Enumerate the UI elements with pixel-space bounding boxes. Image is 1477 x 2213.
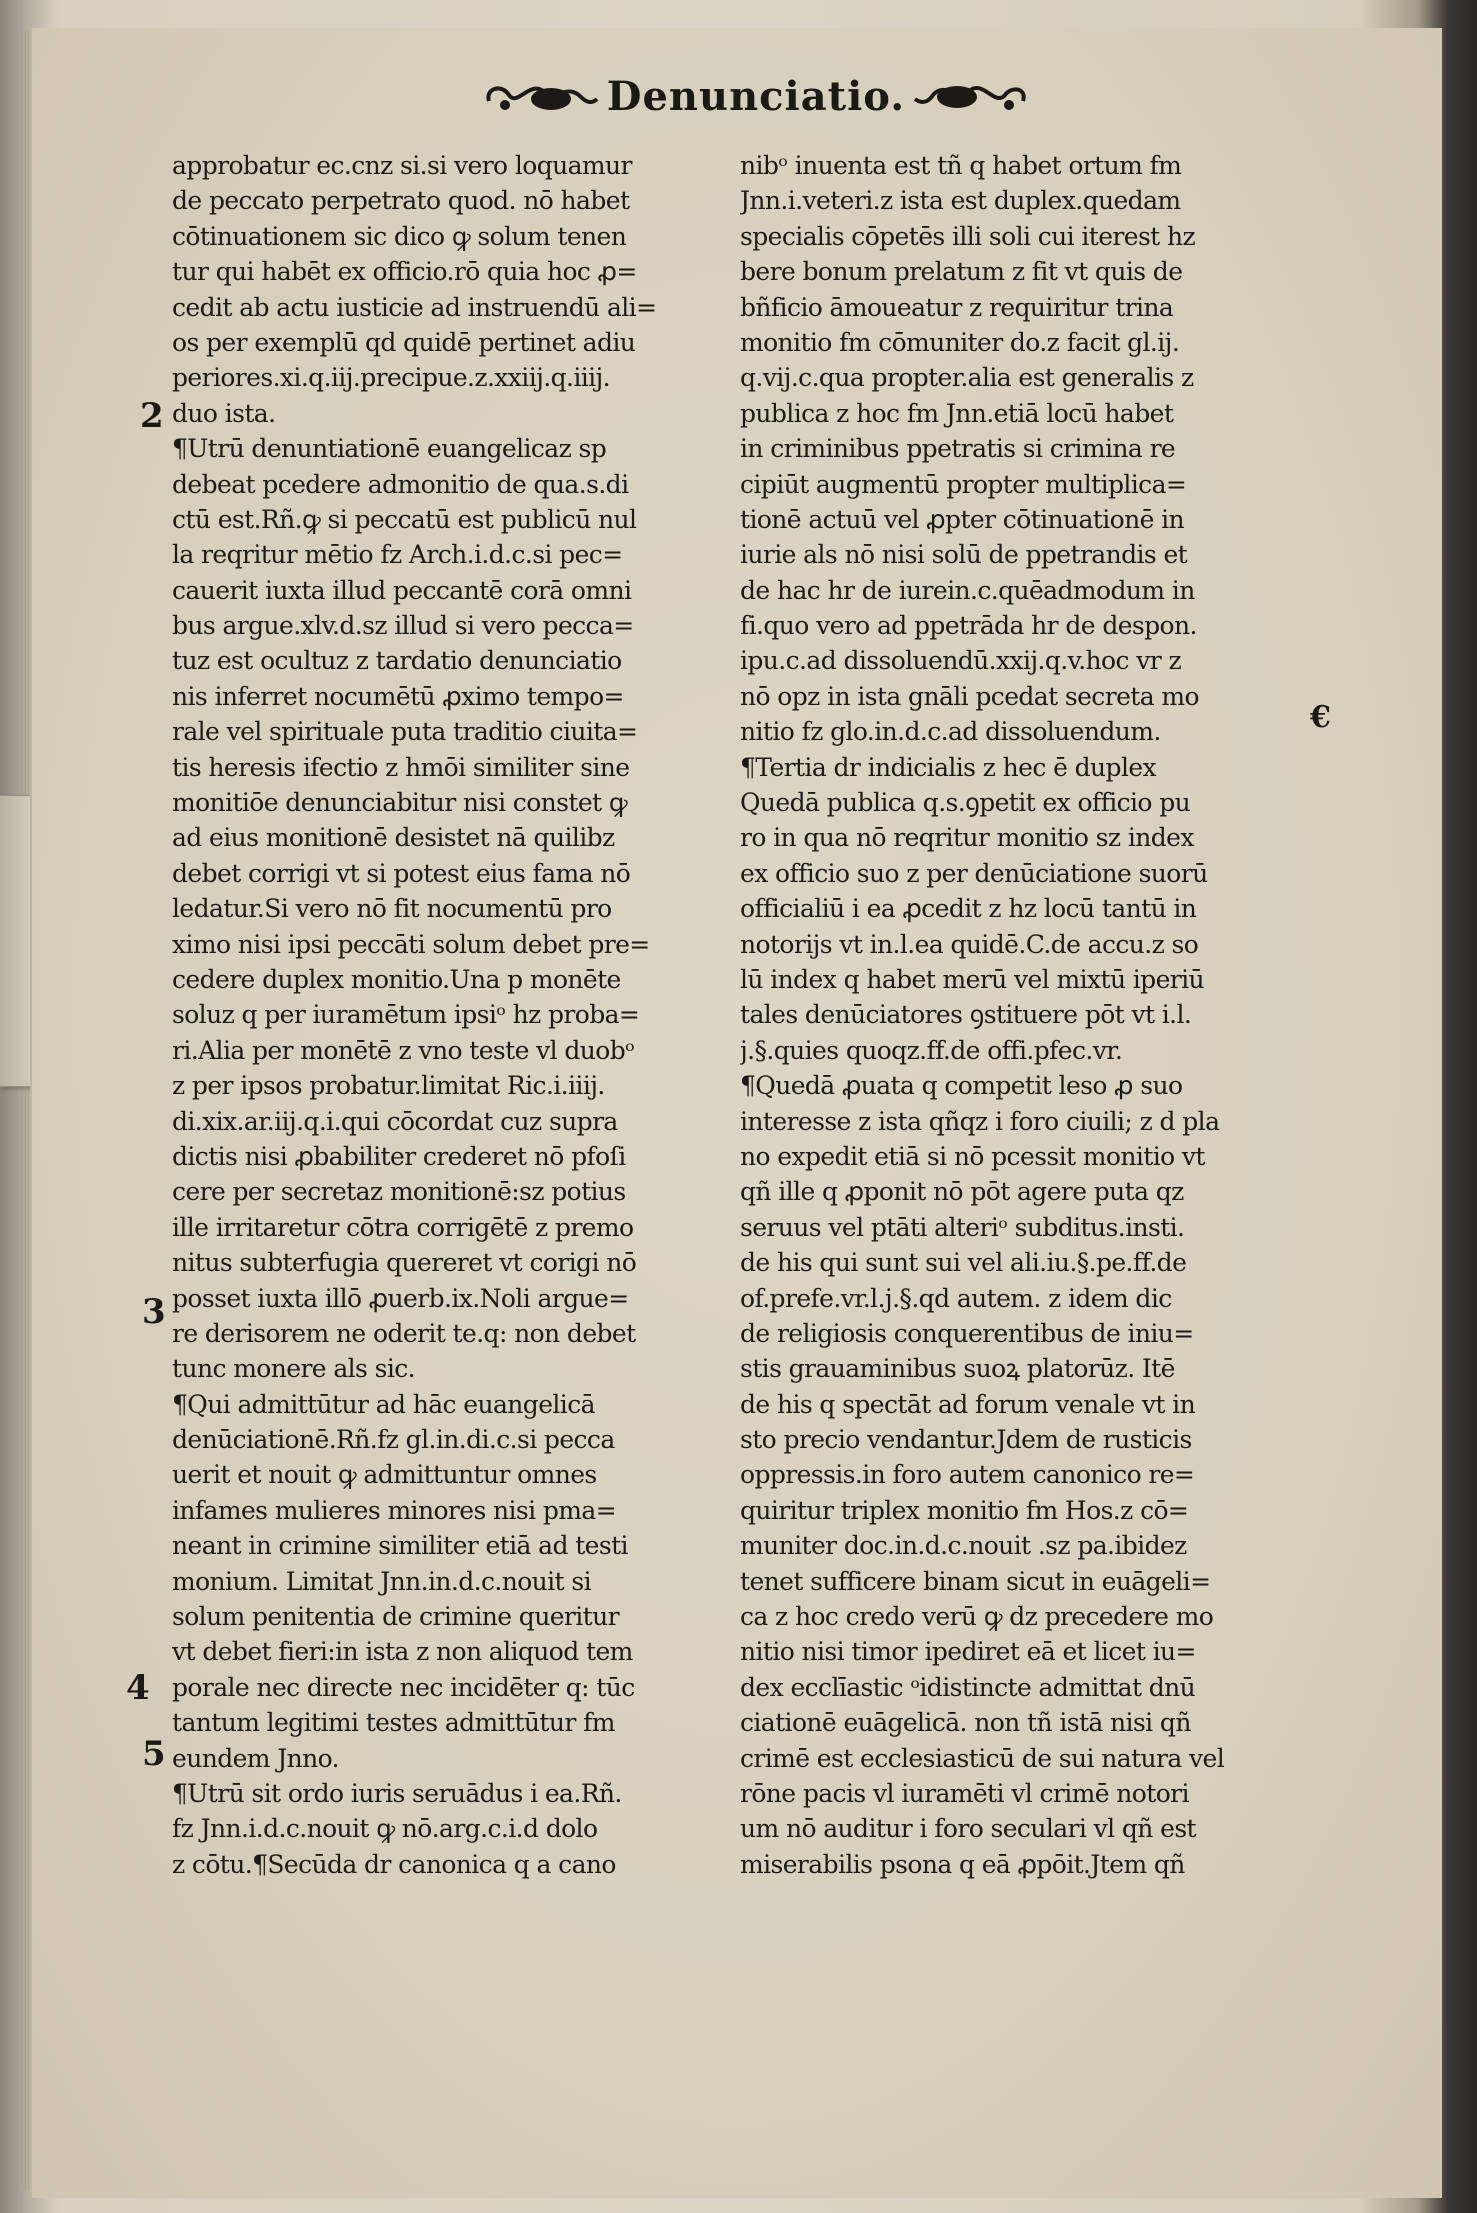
left-column-line: la reqritur mētio fz Arch.i.d.c.si pec= bbox=[172, 540, 623, 570]
left-column-line: ri.Alia per monētē z vno teste vl duobᵒ bbox=[172, 1035, 635, 1065]
right-column-line: bñficio āmoueatur z requiritur trina bbox=[740, 292, 1174, 322]
right-column-line: ro in qua nō reqritur monitio sz index bbox=[740, 823, 1194, 853]
left-column-line: de peccato perpetrato quod. nō habet bbox=[172, 186, 630, 216]
right-column-line: monitio fm cōmuniter do.z facit gl.ij. bbox=[740, 327, 1180, 357]
right-column-line: nitio nisi timor ipediret eā et licet iu= bbox=[740, 1637, 1196, 1667]
margin-number-5: 5 bbox=[142, 1734, 166, 1774]
left-column-line: ¶Utrū denuntiationē euangelicaz sp bbox=[172, 434, 607, 464]
right-margin-mark: € bbox=[1310, 700, 1331, 735]
margin-number-4: 4 bbox=[126, 1668, 150, 1708]
left-column-line: di.xix.ar.iij.q.i.qui cōcordat cuz supra bbox=[172, 1106, 618, 1136]
left-column-line: neant in crimine similiter etiā ad testi bbox=[172, 1531, 628, 1561]
right-column-line: crimē est ecclesiasticū de sui natura vel bbox=[740, 1743, 1225, 1773]
right-column-line: ¶Tertia dr indicialis z hec ē duplex bbox=[740, 752, 1157, 782]
right-column-line: ex officio suo z per denūciatione suorū bbox=[740, 858, 1208, 888]
left-column-line: tur qui habēt ex officio.rō quia hoc ꝓ= bbox=[172, 257, 637, 287]
left-column-line: monium. Limitat Jnn.in.d.c.nouit si bbox=[172, 1566, 591, 1596]
right-column-line: notorijs vt in.l.ea quidē.C.de accu.z so bbox=[740, 929, 1199, 959]
right-column-line: de his q spectāt ad forum venale vt in bbox=[740, 1389, 1196, 1419]
left-column-line: dictis nisi ꝓbabiliter crederet nō pfoſi bbox=[172, 1141, 626, 1171]
left-column-line: denūciationē.Rñ.fz gl.in.di.c.si pecca bbox=[172, 1425, 615, 1455]
right-column-line: ca z hoc credo verū ꝙ dz precedere mo bbox=[740, 1602, 1214, 1632]
left-column-line: ¶Utrū sit ordo iuris seruādus i ea.Rñ. bbox=[172, 1778, 622, 1808]
right-column-line: specialis cōpetēs illi soli cui iterest hz bbox=[740, 221, 1196, 251]
right-column-line: in criminibus ppetratis si crimina re bbox=[740, 434, 1176, 464]
left-column-line: cedit ab actu iusticie ad instruendū ali= bbox=[172, 292, 657, 322]
right-column-line: tionē actuū vel ꝓpter cōtinuationē in bbox=[740, 504, 1185, 534]
left-column-line: tantum legitimi testes admittūtur fm bbox=[172, 1708, 615, 1738]
right-column-line: q.vij.c.qua propter.alia est generalis z bbox=[740, 363, 1194, 393]
margin-number-2: 2 bbox=[140, 396, 164, 436]
right-column-line: interesse z ista qñqz i foro ciuili; z d pla bbox=[740, 1106, 1220, 1136]
right-text-column bbox=[740, 148, 1305, 1882]
left-column-line: ¶Qui admittūtur ad hāc euangelicā bbox=[172, 1389, 595, 1419]
left-column-line: duo ista. bbox=[172, 398, 276, 428]
right-column-line: cipiūt augmentū propter multiplica= bbox=[740, 469, 1187, 499]
left-column-line: z per ipsos probatur.limitat Ric.i.iiij. bbox=[172, 1071, 605, 1101]
right-ornament-icon bbox=[911, 71, 1031, 121]
page-title: Denunciatio. bbox=[606, 72, 906, 120]
left-column-line: cedere duplex monitio.Una p monēte bbox=[172, 964, 621, 994]
right-column-line: lū index q habet merū vel mixtū iperiū bbox=[740, 964, 1205, 994]
left-column-line: infames mulieres minores nisi pma= bbox=[172, 1495, 617, 1525]
margin-number-3: 3 bbox=[142, 1292, 166, 1332]
left-column-line: soluz q per iuramētum ipsiᵒ hz proba= bbox=[172, 1000, 640, 1030]
left-text-column bbox=[172, 148, 732, 1882]
right-column-line: nō opz in ista gnāli pcedat secreta mo bbox=[740, 681, 1199, 711]
left-column-line: approbatur ec.cnz si.si vero loquamur bbox=[172, 151, 632, 180]
right-column-line: Quedā publica q.s.ꝯpetit ex officio pu bbox=[740, 788, 1191, 818]
right-column-line: de hac hr de iurein.c.quēadmodum in bbox=[740, 575, 1195, 605]
left-column-line: debet corrigi vt si potest eius fama nō bbox=[172, 858, 631, 888]
left-column-line: ctū est.Rñ.ꝙ si peccatū est publicū nul bbox=[172, 504, 637, 534]
left-column-line: tuz est ocultuz z tardatio denunciatio bbox=[172, 646, 622, 676]
left-column-line: posset iuxta illō ꝓuerb.ix.Noli argue= bbox=[172, 1283, 629, 1313]
right-column-line: de religiosis conquerentibus de iniu= bbox=[740, 1318, 1194, 1348]
right-column-line: dex ecclīastic ᵒidistincte admittat dnū bbox=[740, 1672, 1196, 1702]
right-column-line: muniter doc.in.d.c.nouit .sz pa.ibidez bbox=[740, 1531, 1187, 1561]
right-column-line: miserabilis psona q eā ꝓpōit.Jtem qñ bbox=[740, 1849, 1185, 1879]
left-column-line: nitus subterfugia quereret vt corigi nō bbox=[172, 1248, 637, 1278]
left-column-line: fz Jnn.i.d.c.nouit ꝙ nō.arg.c.i.d dolo bbox=[172, 1814, 598, 1844]
left-column-line: eundem Jnno. bbox=[172, 1743, 340, 1773]
right-column-line: of.prefe.vr.l.j.§.qd autem. z idem dic bbox=[740, 1283, 1172, 1313]
left-column-line: ad eius monitionē desistet nā quilibz bbox=[172, 823, 615, 853]
right-column-line: stis grauaminibus suoꝝ platorūz. Itē bbox=[740, 1354, 1175, 1384]
left-column-line: os per exemplū qd quidē pertinet adiu bbox=[172, 327, 636, 357]
left-column-line: nis inferret nocumētū ꝓximo tempo= bbox=[172, 681, 624, 711]
left-column-line: bus argue.xlv.d.sz illud si vero pecca= bbox=[172, 611, 634, 641]
right-column-line: um nō auditur i foro seculari vl qñ est bbox=[740, 1814, 1197, 1844]
right-column-line: iurie als nō nisi solū de ppetrandis et bbox=[740, 540, 1188, 570]
right-column-line: fi.quo vero ad ppetrāda hr de despon. bbox=[740, 611, 1197, 641]
right-column-line: sto precio vendantur.Jdem de rusticis bbox=[740, 1425, 1192, 1455]
right-column-line: Jnn.i.veteri.z ista est duplex.quedam bbox=[740, 186, 1181, 216]
left-column-line: porale nec directe nec incidēter q: tūc bbox=[172, 1672, 635, 1702]
left-column-line: vt debet fieri:in ista z non aliquod tem bbox=[172, 1637, 633, 1667]
right-column-line: oppressis.in foro autem canonico re= bbox=[740, 1460, 1195, 1490]
right-column-line: quiritur triplex monitio fm Hos.z cō= bbox=[740, 1495, 1189, 1525]
left-column-line: cere per secretaz monitionē:sz potius bbox=[172, 1177, 626, 1207]
left-column-line: cauerit iuxta illud peccantē corā omni bbox=[172, 575, 632, 605]
right-column-line: tales denūciatores ꝯstituere pōt vt i.l. bbox=[740, 1000, 1192, 1030]
right-column-line: publica z hoc fm Jnn.etiā locū habet bbox=[740, 398, 1174, 428]
right-column-line: qñ ille q ꝓponit nō pōt agere puta qz bbox=[740, 1177, 1184, 1207]
right-column-line: seruus vel ptāti alteriᵒ subditus.insti. bbox=[740, 1212, 1185, 1242]
left-column-line: ximo nisi ipsi peccāti solum debet pre= bbox=[172, 929, 650, 959]
left-column-line: tunc monere als sic. bbox=[172, 1354, 415, 1384]
running-header bbox=[476, 66, 1036, 126]
left-column-line: cōtinuationem sic dico ꝙ solum tenen bbox=[172, 221, 627, 251]
left-column-line: periores.xi.q.iij.precipue.z.xxiij.q.iiij. bbox=[172, 363, 611, 393]
right-column-line: bere bonum prelatum z fit vt quis de bbox=[740, 257, 1183, 287]
left-column-line: tis heresis ifectio z hmōi similiter sine bbox=[172, 752, 630, 782]
left-column-line: solum penitentia de crimine queritur bbox=[172, 1602, 619, 1632]
left-column-line: debeat pcedere admonitio de qua.s.di bbox=[172, 469, 629, 499]
right-column-line: ciationē euāgelicā. non tñ istā nisi qñ bbox=[740, 1708, 1191, 1738]
right-column-line: officialiū i ea ꝓcedit z hz locū tantū in bbox=[740, 894, 1197, 924]
right-column-line: ¶Quedā ꝓuata q competit leso ꝓ suo bbox=[740, 1071, 1183, 1101]
left-column-line: z cōtu.¶Secūda dr canonica q a cano bbox=[172, 1849, 616, 1879]
right-column-line: nibᵒ inuenta est tñ q habet ortum fm bbox=[740, 151, 1182, 180]
right-column-line: ipu.c.ad dissoluendū.xxij.q.v.hoc vr z bbox=[740, 646, 1182, 676]
right-column-line: nitio fz glo.in.d.c.ad dissoluendum. bbox=[740, 717, 1161, 747]
left-column-line: ledatur.Si vero nō fit nocumentū pro bbox=[172, 894, 612, 924]
left-column-line: ille irritaretur cōtra corrigētē z premo bbox=[172, 1212, 634, 1242]
left-column-line: re derisorem ne oderit te.q: non debet bbox=[172, 1318, 636, 1348]
left-column-line: monitiōe denunciabitur nisi constet ꝙ bbox=[172, 788, 627, 818]
right-column-line: tenet sufficere binam sicut in euāgeli= bbox=[740, 1566, 1211, 1596]
left-column-line: uerit et nouit ꝙ admittuntur omnes bbox=[172, 1460, 597, 1490]
right-column-line: de his qui sunt sui vel ali.iu.§.pe.ff.de bbox=[740, 1248, 1187, 1278]
left-ornament-icon bbox=[481, 71, 601, 121]
left-column-line: rale vel spirituale puta traditio ciuita= bbox=[172, 717, 638, 747]
right-column-line: no expedit etiā si nō pcessit monitio vt bbox=[740, 1141, 1205, 1171]
right-column-line: j.§.quies quoqz.ff.de offi.pfec.vr. bbox=[740, 1035, 1123, 1065]
right-column-line: rōne pacis vl iuramēti vl crimē notori bbox=[740, 1778, 1189, 1808]
